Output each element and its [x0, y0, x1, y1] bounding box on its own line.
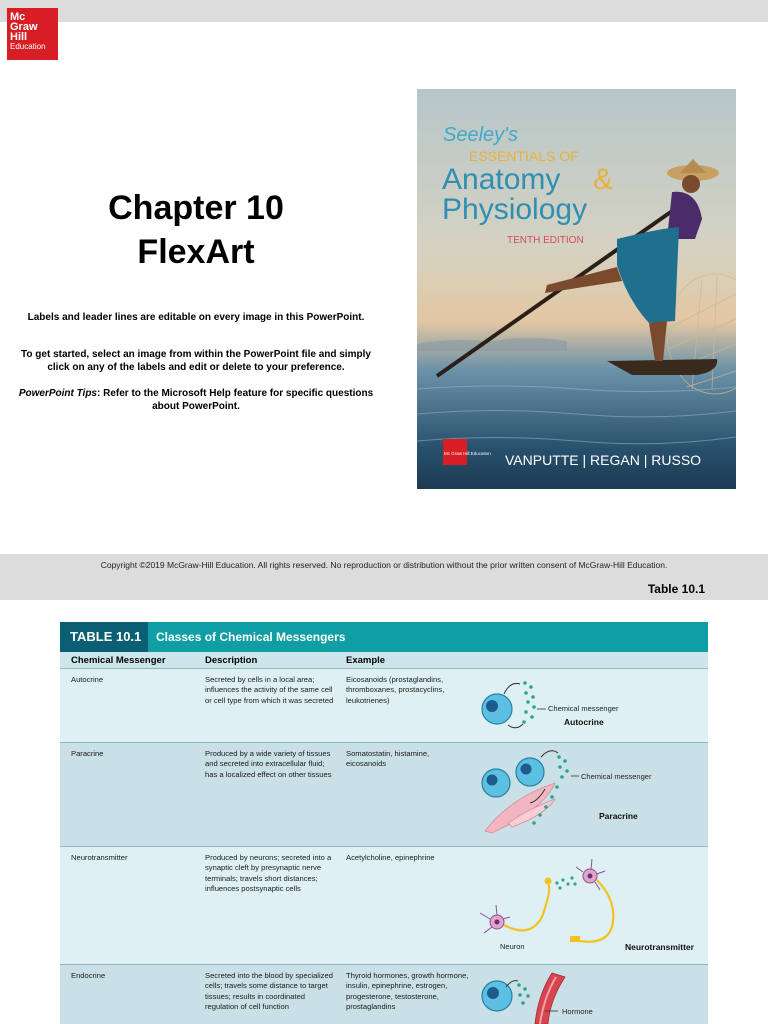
cover-physiology: Physiology — [442, 193, 588, 226]
table-tag: TABLE 10.1 — [60, 622, 148, 652]
terminal-shape — [570, 936, 580, 942]
powerpoint-tips-label: PowerPoint Tips — [18, 388, 97, 399]
copyright-notice: Copyright ©2019 McGraw-Hill Education. All rights reserved. No reproduction or distribution without the prior written consent of McGraw-Hill Education. — [100, 560, 668, 570]
nucleus-shape — [521, 764, 532, 775]
table-header — [60, 622, 708, 652]
neurotransmitter-figure — [60, 847, 708, 965]
nucleus-shape — [486, 700, 498, 712]
book-cover[interactable] — [417, 89, 736, 489]
cover-edition: TENTH EDITION — [507, 235, 584, 246]
water-ripples — [417, 386, 736, 444]
intro-paragraph-3 — [18, 388, 374, 413]
leg-shape — [649, 321, 667, 361]
messenger-dots — [555, 876, 576, 889]
autocrine-figure — [60, 669, 708, 743]
row-messenger: Autocrine — [71, 675, 104, 684]
mcgraw-hill-logo — [7, 8, 58, 60]
cover-logo-text: Mc Graw Hill Education — [444, 451, 491, 456]
row-example: Thyroid hormones, growth hormone, insulin, epinephrine, estrogen, progesterone, testosterone, prostaglandins — [346, 971, 469, 1012]
fishing-net-shape — [667, 274, 736, 394]
arrow-shape — [504, 683, 520, 694]
table-title: Classes of Chemical Messengers — [156, 630, 346, 644]
column-header-description: Description — [205, 655, 258, 666]
cover-authors: VANPUTTE | REGAN | RUSSO — [505, 452, 702, 468]
chapter-title: Chapter 10 — [108, 189, 284, 227]
arrow-shape — [541, 751, 558, 757]
logo-text: Hill — [10, 31, 28, 43]
figure-label: Chemical messenger — [548, 704, 619, 713]
messenger-dots — [517, 983, 530, 1005]
intro-paragraph-1: Labels and leader lines are editable on every image in this PowerPoint. — [27, 312, 365, 323]
book-cover-art — [417, 89, 736, 489]
figure-title: Neurotransmitter — [625, 942, 694, 952]
paracrine-figure — [60, 743, 708, 847]
table-number-label: Table 10.1 — [647, 582, 705, 596]
blood-vessel-shape — [535, 973, 565, 1024]
nucleus-shape — [487, 987, 499, 999]
row-description: Secreted into the blood by specialized cells; travels some distance to target tissues; results in coordinated regulation of cell function — [205, 971, 333, 1012]
logo-text: Mc — [10, 11, 26, 23]
cover-anatomy: Anatomy — [442, 163, 561, 196]
endocrine-figure — [60, 965, 708, 1024]
axon-shape — [580, 880, 613, 942]
row-messenger: Paracrine — [71, 749, 104, 758]
logo-text: Education — [10, 42, 46, 51]
column-header-messenger: Chemical Messenger — [71, 655, 166, 666]
row-description: Produced by a wide variety of tissues and secreted into extracellular fluid; has a localized effect on other tissues — [205, 749, 332, 779]
messenger-dots — [522, 681, 536, 724]
column-header-example: Example — [346, 655, 386, 666]
figure-label: Hormone — [562, 1007, 593, 1016]
powerpoint-tips-text: : Refer to the Microsoft Help feature for specific questions about PowerPoint. — [97, 388, 374, 412]
postsynaptic-nucleus-shape — [588, 874, 593, 879]
sarong-shape — [617, 227, 679, 323]
row-example: Somatostatin, histamine, eicosanoids — [346, 749, 430, 769]
arrow-shape — [508, 724, 523, 728]
flexart-title: FlexArt — [137, 233, 255, 271]
axon-shape — [504, 883, 549, 930]
neuron-nucleus-shape — [495, 920, 500, 925]
row-messenger: Neurotransmitter — [71, 853, 128, 862]
row-messenger: Endocrine — [71, 971, 106, 980]
table-row — [60, 669, 708, 743]
row-description: Secreted by cells in a local area; influences the activity of the same cell or cell type from which it was secreted — [205, 675, 334, 705]
figure-title: Paracrine — [599, 811, 638, 821]
table-column-headers — [60, 652, 708, 669]
intro-paragraph-2: To get started, select an image from within the PowerPoint file and simply click on any of the labels and edit or delete to your preference. — [21, 349, 371, 373]
table-row — [60, 965, 708, 1024]
terminal-shape — [545, 878, 552, 885]
table-row — [60, 743, 708, 847]
row-example: Acetylcholine, epinephrine — [346, 853, 435, 862]
figure-label: Chemical messenger — [581, 772, 652, 781]
row-example: Eicosanoids (prostaglandins, thromboxanes, prostacyclins, leukotrienes) — [346, 675, 445, 705]
top-bar — [0, 0, 768, 22]
cover-ampersand: & — [593, 163, 614, 196]
head-shape — [682, 175, 700, 193]
table-row — [60, 847, 708, 965]
figure-title: Autocrine — [564, 717, 604, 727]
cover-essentials: ESSENTIALS OF — [469, 148, 579, 164]
logo-text: Graw — [10, 21, 38, 33]
boat-shape — [607, 359, 717, 375]
cover-seeleys: Seeley's — [443, 124, 518, 146]
figure-label: Neuron — [500, 942, 525, 951]
nucleus-shape — [487, 775, 498, 786]
row-description: Produced by neurons; secreted into a synaptic cleft by presynaptic nerve terminals; travels short distances; influences postsynaptic cells — [205, 853, 332, 894]
